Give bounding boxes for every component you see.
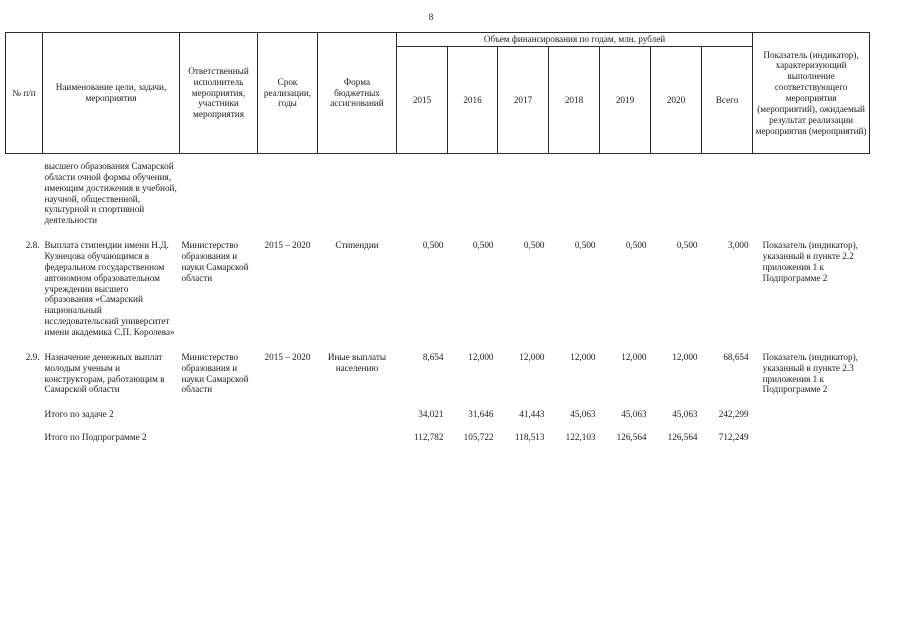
header-no: № п/п — [6, 33, 43, 154]
table-body — [6, 154, 870, 444]
header-term: Срок реализации, годы — [258, 33, 318, 154]
total-label: Итого по задаче 2 — [44, 409, 114, 420]
table-row-continuation — [6, 161, 870, 226]
total-value-2016: 105,722 — [463, 432, 494, 443]
header-year-2015: 2015 — [397, 46, 448, 153]
header-indicator: Показатель (индикатор), характеризующий выполнение соответствующего мероприятия (мероприятий), ожидаемый результат реализации мероприятия (мероприятий) — [753, 33, 870, 154]
total-label: Итого по Подпрограмме 2 — [44, 432, 147, 443]
row-indicator: Показатель (индикатор), указанный в пункте 2.2 приложения 1 к Подпрограмме 2 — [762, 240, 858, 283]
total-value-2017: 41,443 — [519, 409, 545, 420]
header-year-2017: 2017 — [498, 46, 549, 153]
table-header — [6, 33, 870, 154]
total-value-sum: 712,249 — [718, 432, 749, 443]
total-value-2018: 45,063 — [570, 409, 596, 420]
header-year-2019: 2019 — [600, 46, 651, 153]
row-value-2016: 12,000 — [468, 351, 494, 362]
row-term: 2015 – 2020 — [264, 351, 311, 362]
total-row — [6, 432, 870, 443]
row-form: Иные выплаты населению — [327, 351, 387, 373]
header-responsible: Ответственный исполнитель мероприятия, участники мероприятия — [180, 33, 258, 154]
row-value-2020: 12,000 — [672, 351, 698, 362]
row-value-2018: 12,000 — [570, 351, 596, 362]
row-value-2019: 12,000 — [621, 351, 647, 362]
total-value-2015: 34,021 — [418, 409, 444, 420]
row-name: Назначение денежных выплат молодым ученым и конструкторам, работающим в Самарской области — [44, 351, 165, 395]
header-year-2016: 2016 — [448, 46, 498, 153]
header-year-2018: 2018 — [549, 46, 600, 153]
row-form: Стипендии — [335, 240, 379, 251]
header-funding: Объем финансирования по годам, млн. рублей — [397, 33, 753, 47]
header-name: Наименование цели, задачи, мероприятия — [43, 33, 180, 154]
header-year-2020: 2020 — [651, 46, 702, 153]
header-form: Форма бюджетных ассигнований — [318, 33, 397, 154]
total-value-2017: 118,513 — [514, 432, 545, 443]
table-row — [6, 352, 870, 395]
header-total: Всего — [702, 46, 753, 153]
row-value-2015: 0,500 — [422, 240, 444, 251]
row-value-2015: 8,654 — [422, 351, 444, 362]
row-value-2019: 0,500 — [625, 240, 647, 251]
row-value-2018: 0,500 — [574, 240, 596, 251]
row-value-2020: 0,500 — [676, 240, 698, 251]
total-value-2020: 45,063 — [672, 409, 698, 420]
row-term: 2015 – 2020 — [264, 240, 311, 251]
row-name: Выплата стипендии имени Н.Д. Кузнецова обучающимся в федеральном государственном автономном образовательном учреждении высшего образования «Самарский национальный исследовательский университет имени академика С.П. Королева» — [44, 240, 175, 338]
total-value-2015: 112,782 — [413, 432, 444, 443]
row-number: 2.9. — [25, 351, 40, 362]
row-value-2017: 0,500 — [523, 240, 545, 251]
row-indicator: Показатель (индикатор), указанный в пункте 2.3 приложения 1 к Подпрограмме 2 — [762, 351, 858, 395]
row-value-2017: 12,000 — [519, 351, 545, 362]
row-responsible: Министерство образования и науки Самарской области — [181, 351, 249, 395]
total-value-2016: 31,646 — [468, 409, 494, 420]
total-row — [6, 409, 870, 420]
page-number: 8 — [428, 12, 434, 22]
row-number: 2.8. — [25, 240, 40, 251]
total-value-sum: 242,299 — [718, 409, 749, 420]
total-value-2018: 122,103 — [565, 432, 596, 443]
table-row — [6, 240, 870, 338]
total-value-2019: 126,564 — [616, 432, 647, 443]
row-value-2016: 0,500 — [472, 240, 494, 251]
row-responsible: Министерство образования и науки Самарской области — [181, 240, 249, 283]
total-value-2020: 126,564 — [667, 432, 698, 443]
total-value-2019: 45,063 — [621, 409, 647, 420]
funding-table — [5, 32, 870, 443]
row-value-total: 68,654 — [723, 351, 749, 362]
row-value-total: 3,000 — [727, 240, 749, 251]
continuation-text: высшего образования Самарской области очной формы обучения, имеющим достижения в учебной, научной, общественной, культурной и спортивной деятельности — [44, 161, 177, 226]
